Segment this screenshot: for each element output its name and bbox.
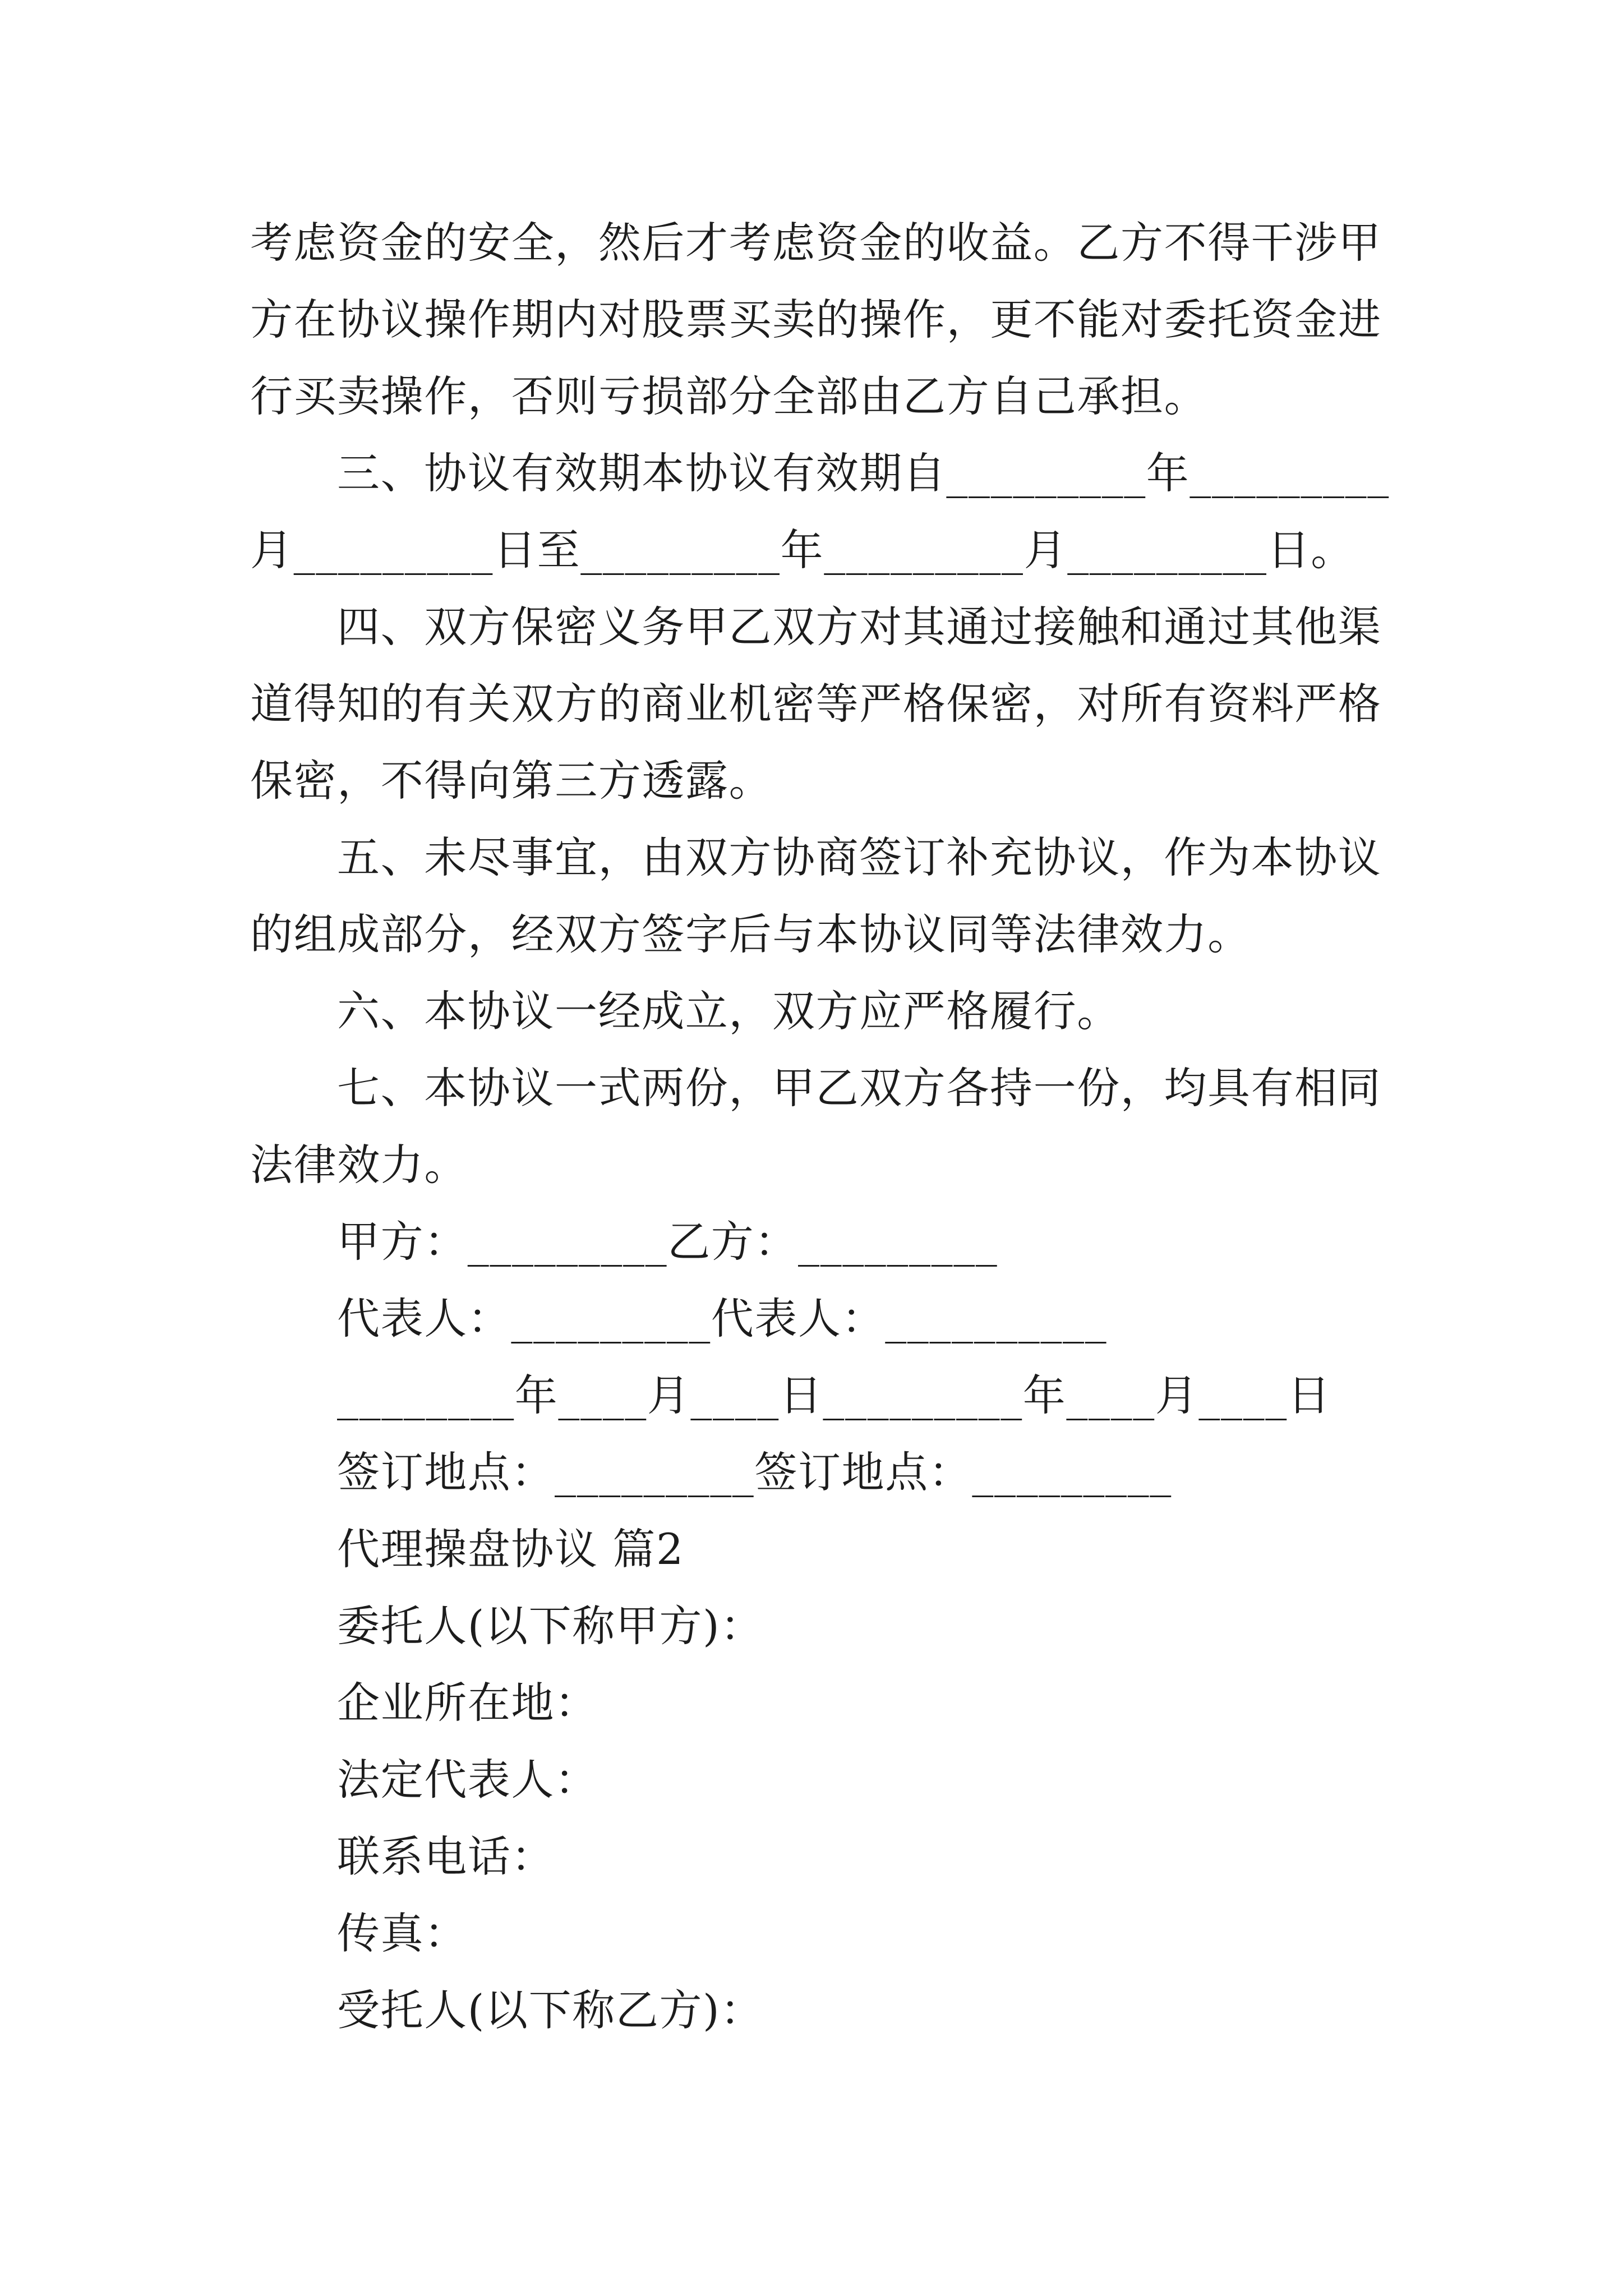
form-field-line	[250, 1588, 1428, 1664]
text-line: 受托人(以下称乙方)：	[337, 1985, 764, 2035]
signature-representative-line	[250, 1280, 1428, 1357]
paragraph	[250, 819, 1428, 973]
paragraph	[250, 435, 1428, 588]
text-line: 七、本协议一式两份，甲乙双方各持一份，均具有相同	[337, 1063, 1382, 1113]
text-line: 六、本协议一经成立，双方应严格履行。	[337, 986, 1121, 1036]
text-line: 代理操盘协议 篇2	[337, 1524, 684, 1574]
text-line: 代表人：_________代表人：__________	[337, 1294, 1108, 1343]
text-line: 签订地点：_________签订地点：_________	[337, 1447, 1172, 1497]
text-line: 道得知的有关双方的商业机密等严格保密，对所有资料严格	[250, 679, 1382, 729]
text-line: 联系电话：	[337, 1832, 555, 1881]
text-line: 传真：	[337, 1908, 468, 1958]
paragraph	[250, 204, 1428, 435]
text-line: 的组成部分，经双方签字后与本协议同等法律效力。	[250, 909, 1251, 959]
form-field-line	[250, 1741, 1428, 1818]
text-line: 月_________日至_________年_________月_________日。	[250, 525, 1354, 575]
text-line: 五、未尽事宜，由双方协商签订补充协议，作为本协议	[337, 832, 1382, 882]
text-line: 行买卖操作，否则亏损部分全部由乙方自己承担。	[250, 371, 1208, 421]
form-field-line	[250, 1895, 1428, 1972]
text-line: 法律效力。	[250, 1140, 468, 1190]
signature-place-line	[250, 1434, 1428, 1511]
text-line: 委托人(以下称甲方)：	[337, 1601, 764, 1651]
form-field-line	[250, 1664, 1428, 1741]
text-line: 法定代表人：	[337, 1755, 598, 1805]
paragraph	[250, 588, 1428, 819]
text-line: 四、双方保密义务甲乙双方对其通过接触和通过其他渠	[337, 602, 1382, 652]
text-line: 考虑资金的安全，然后才考虑资金的收益。乙方不得干涉甲	[250, 218, 1382, 268]
text-line: 甲方：_________乙方：_________	[337, 1217, 998, 1267]
paragraph	[250, 973, 1428, 1050]
form-field-line	[250, 1972, 1428, 2049]
text-line: 方在协议操作期内对股票买卖的操作，更不能对委托资金进	[250, 295, 1382, 344]
text-line: ________年____月____日_________年____月____日	[337, 1370, 1331, 1420]
signature-party-line	[250, 1203, 1428, 1280]
text-line: 三、协议有效期本协议有效期自_________年_________	[337, 448, 1390, 498]
text-line: 保密，不得向第三方透露。	[250, 756, 773, 806]
document-body	[250, 204, 1428, 2049]
text-line: 企业所在地：	[337, 1678, 598, 1728]
signature-date-line	[250, 1357, 1428, 1434]
section-heading	[250, 1511, 1428, 1588]
paragraph	[250, 1050, 1428, 1203]
form-field-line	[250, 1818, 1428, 1895]
